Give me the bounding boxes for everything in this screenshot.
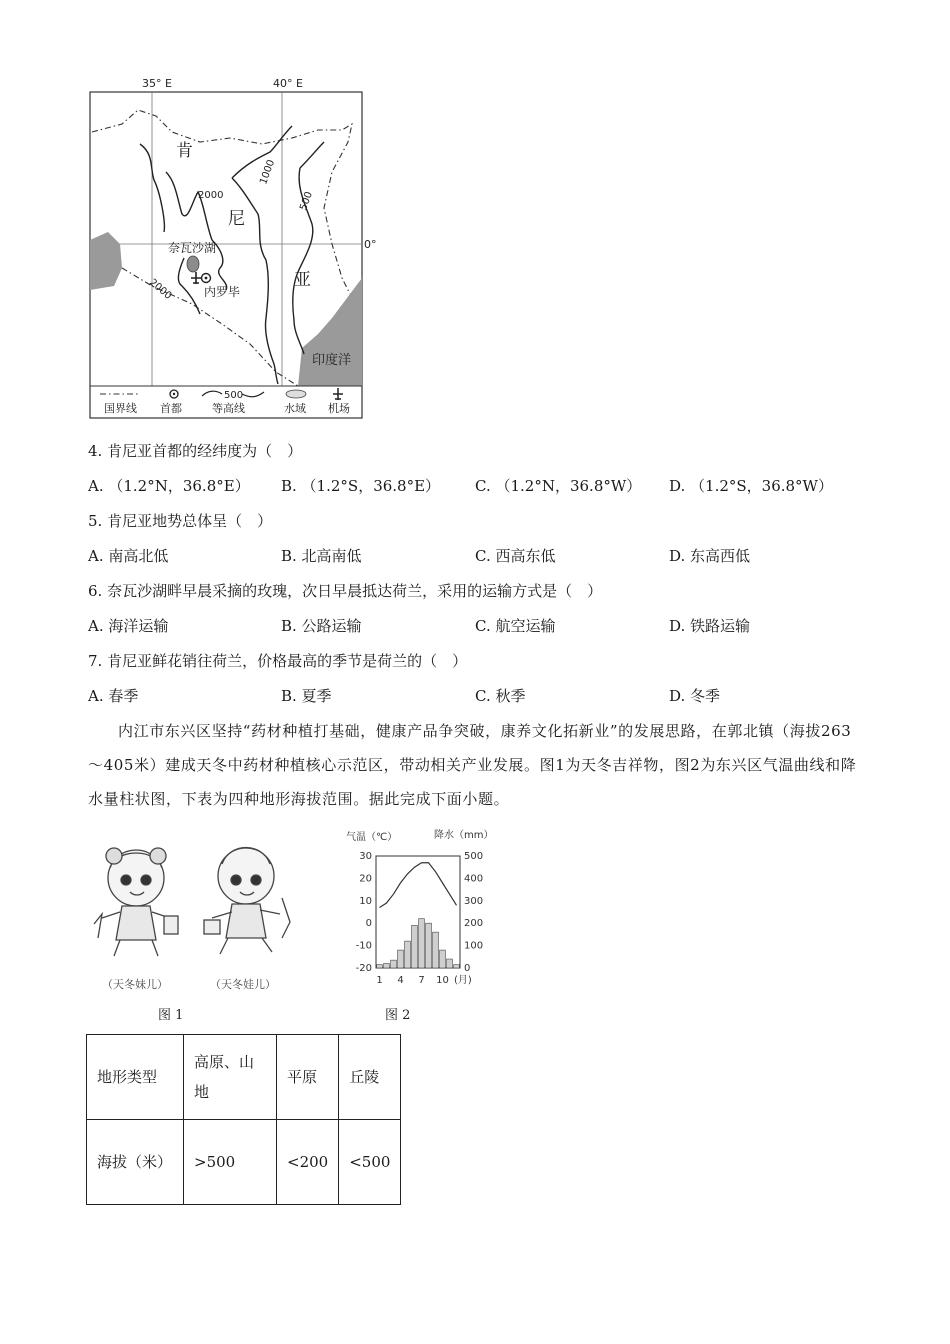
ocean-area <box>298 278 362 386</box>
month-tick-label: 7 <box>418 975 425 986</box>
question-6-option-d: D. 铁路运输 <box>669 617 751 635</box>
temp-tick-label: -20 <box>355 963 372 974</box>
precip-bar <box>398 950 404 968</box>
month-tick-label: 10 <box>436 975 449 986</box>
temp-axis-label: 气温（℃） <box>346 832 398 843</box>
lake-label: 奈瓦沙湖 <box>168 241 217 255</box>
legend-contour-value: 500 <box>224 390 244 401</box>
table-row <box>87 1120 401 1205</box>
mascot-girl-label: （天冬妹儿） <box>102 978 168 991</box>
question-4-option-c: C. （1.2°N，36.8°W） <box>475 477 642 495</box>
contour-1000 <box>232 126 292 384</box>
question-4-option-a: A. （1.2°N，36.8°E） <box>88 477 250 495</box>
lat-label-equator: 0° <box>364 238 377 251</box>
terrain-elevation-table <box>86 1034 401 1205</box>
temp-tick-label: 0 <box>365 918 372 930</box>
question-5-option-a: A. 南高北低 <box>88 547 169 565</box>
figure-1-mascots <box>86 828 306 998</box>
table-header-row <box>87 1035 401 1120</box>
temp-tick-label: 20 <box>359 873 372 885</box>
legend-airport: 机场 <box>328 402 350 415</box>
legend-water: 水域 <box>284 402 306 415</box>
table-cell: >500 <box>184 1120 277 1205</box>
question-6-option-a: A. 海洋运输 <box>88 617 169 635</box>
precip-bar <box>426 923 432 968</box>
month-tick-label: 4 <box>397 975 404 986</box>
precip-bar <box>419 919 425 968</box>
figure-2-caption: 图 2 <box>385 1008 411 1023</box>
country-char-1: 肯 <box>176 141 193 161</box>
capital-label: 内罗毕 <box>204 285 241 299</box>
question-4-option-b: B. （1.2°S，36.8°E） <box>281 477 441 495</box>
contour-label-1000: 1000 <box>258 158 278 187</box>
temp-tick-label: -10 <box>355 940 372 952</box>
temp-tick-label: 30 <box>359 851 372 862</box>
precip-bar <box>454 965 460 968</box>
question-5-stem: 5. 肯尼亚地势总体呈（ ） <box>88 512 273 530</box>
precip-tick-label: 0 <box>464 963 471 974</box>
precip-bar <box>384 964 390 968</box>
question-5-option-c: C. 西高东低 <box>475 547 556 565</box>
precip-tick-label: 500 <box>464 851 484 862</box>
precip-bar <box>391 960 397 968</box>
lon-label-35: 35° E <box>142 77 172 90</box>
contour-label-500: 500 <box>298 190 316 213</box>
precip-bar <box>412 925 418 968</box>
contour-label-2000-south: 2000 <box>146 277 174 302</box>
contour-500 <box>293 142 324 354</box>
map-legend <box>90 386 362 415</box>
precip-tick-label: 200 <box>464 918 484 930</box>
table-header-cell: 平原 <box>277 1035 339 1120</box>
mascot-girl-illustration <box>94 848 178 956</box>
precip-tick-label: 300 <box>464 895 484 907</box>
passage-text: 内江市东兴区坚持“药材种植打基础，健康产品争突破，康养文化拓新业”的发展思路，在郭北镇（海拔263～405米）建成天冬中药材种植核心示范区，带动相关产业发展。图1为天冬吉祥物，图2为东兴区气温曲线和降水量柱状图，下表为四种地形海拔范围。据此完成下面小题。 <box>88 722 857 808</box>
figure-1-caption: 图 1 <box>158 1008 184 1023</box>
legend-capital: 首都 <box>160 402 182 415</box>
lake-victoria-area <box>90 232 122 290</box>
airport-icon <box>191 272 201 284</box>
question-7-option-d: D. 冬季 <box>669 687 721 705</box>
question-7-stem: 7. 肯尼亚鲜花销往荷兰，价格最高的季节是荷兰的（ ） <box>88 652 468 670</box>
question-6-option-b: B. 公路运输 <box>281 617 362 635</box>
question-6-option-c: C. 航空运输 <box>475 617 556 635</box>
contour-label-2000-north: 2000 <box>198 190 224 201</box>
figure-2-climate-chart <box>340 826 510 996</box>
country-char-3: 亚 <box>294 270 311 290</box>
question-4-stem: 4. 肯尼亚首都的经纬度为（ ） <box>88 442 303 460</box>
kenya-map <box>80 72 390 422</box>
ocean-label: 印度洋 <box>312 353 352 368</box>
legend-border: 国界线 <box>104 402 137 415</box>
table-header-cell: 高原、山地 <box>184 1035 277 1120</box>
temp-tick-label: 10 <box>359 895 372 907</box>
table-header-cell: 地形类型 <box>87 1035 184 1120</box>
precip-axis-label: 降水（mm） <box>434 830 494 841</box>
question-6-stem: 6. 奈瓦沙湖畔早晨采摘的玫瑰，次日早晨抵达荷兰，采用的运输方式是（ ） <box>88 582 603 600</box>
question-7-option-c: C. 秋季 <box>475 687 526 705</box>
precip-bar <box>447 959 453 968</box>
table-header-cell: 丘陵 <box>339 1035 401 1120</box>
precip-tick-label: 100 <box>464 940 484 952</box>
question-5-option-b: B. 北高南低 <box>281 547 362 565</box>
month-tick-label: 1 <box>376 975 383 986</box>
table-cell: <500 <box>339 1120 401 1205</box>
table-cell: 海拔（米） <box>87 1120 184 1205</box>
precip-bar <box>377 965 383 968</box>
plot-frame <box>376 856 460 968</box>
temperature-line <box>380 863 457 908</box>
table-cell: <200 <box>277 1120 339 1205</box>
mascot-boy-label: （天冬娃儿） <box>210 978 276 991</box>
mascot-boy-illustration <box>204 848 290 955</box>
question-5-option-d: D. 东高西低 <box>669 547 751 565</box>
lon-label-40: 40° E <box>273 77 303 90</box>
question-7-option-b: B. 夏季 <box>281 687 332 705</box>
month-unit-label: (月) <box>454 975 472 986</box>
precip-bar <box>440 950 446 968</box>
legend-contour: 等高线 <box>212 402 245 415</box>
precip-tick-label: 400 <box>464 873 484 885</box>
question-7-option-a: A. 春季 <box>88 687 139 705</box>
precip-bar <box>405 941 411 968</box>
lake-naivasha <box>187 256 199 272</box>
question-4-option-d: D. （1.2°S，36.8°W） <box>669 477 833 495</box>
country-char-2: 尼 <box>228 209 245 229</box>
precip-bar <box>433 932 439 968</box>
